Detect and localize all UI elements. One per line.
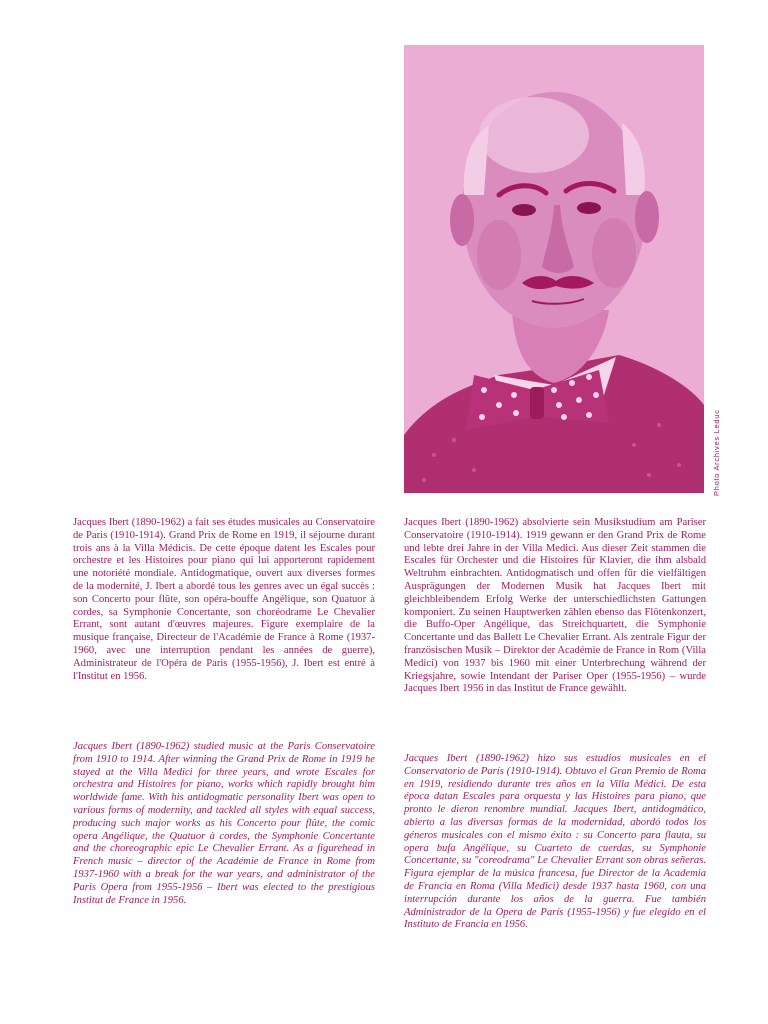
spanish-paragraph-block — [404, 753, 706, 932]
german-paragraph: Jacques Ibert (1890-1962) absolvierte sein Musikstudium am Pariser Conservatoire (1910-1914). 1919 gewann er den Grand Prix de Rome und lebte drei Jahre in der Villa Medici. Aus dieser Zeit stammen die Escales für Orchester und die Histoires für Klavier, die ihm alsbald Weltruhm einbrachten. Antidogmatisch und offen für die vielfältigen Ausprägungen der Modernen Musik hat Jacques Ibert mit gleichbleibendem Erfolg Werke der unterschiedlichsten Gattungen komponiert. Zu seinen Hauptwerken zählen ebenso das Flötenkonzert, die Buffo-Oper Angélique, das Streichquartett, die Symphonie Concertante und das Ballett Le Chevalier Errant. Als zentrale Figur der französischen Musik – Direktor der Académie de France in Rom (Villa Medici) von 1937 bis 1960 mit einer Unterbrechung während der Kriegsjahre, sowie Intendant der Pariser Oper (1955-1956) – wurde Jacques Ibert 1956 in das Institut de France gewählt. — [404, 517, 706, 695]
german-paragraph-block — [404, 517, 706, 696]
english-paragraph: Jacques Ibert (1890-1962) studied music at the Paris Conservatoire from 1910 to 1914. After winning the Grand Prix de Rome in 1919 he stayed at the Villa Medici for three years, and wrote Escales for orchestra and Histoires for piano, works which rapidly brought him worldwide fame. With his antidogmatic personality Ibert was open to various forms of modernity, and tackled all styles with equal success, producing such major works as his Concerto pour flûte, the comic opera Angélique, the Quatuor à cordes, the Symphonie Concertante and the choreographic epic Le Chevalier Errant. As a figurehead in French music – director of the Académie de France in Rome from 1937-1960 with a break for the war years, and administrator of the Paris Opera from 1955-1956 – Ibert was elected to the prestigious Institut de France in 1956. — [73, 741, 375, 906]
spanish-paragraph: Jacques Ibert (1890-1962) hizo sus estudios musicales en el Conservatorio de París (1910-1914). Obtuvo el Gran Premio de Roma en 1919, residiendo durante tres años en la Villa Médici. De esta época datan Escales para orquesta y las Histoires para piano, que pronto le dieron renombre mundial. Jacques Ibert, antidogmático, abierto a las diversas formas de la modernidad, abordó todos los géneros musicales con el mismo éxito : su Concerto para flauta, su opera bufa Angélique, su Cuarteto de cuerdas, su Symphonie Concertante, su "coreodrama" Le Chevalier Errant son obras señeras. Figura ejemplar de la música francesa, fue Director de la Academia de Francia en Roma (Villa Medici) desde 1937 hasta 1960, con una interrupción durante los años de la guerra. Fue también Administrador de la Opera de París (1955-1956) y fue elegido en el Instituto de Francia en 1956. — [404, 753, 706, 931]
english-paragraph-block — [73, 741, 375, 907]
french-paragraph: Jacques Ibert (1890-1962) a fait ses études musicales au Conservatoire de Paris (1910-1914). Grand Prix de Rome en 1919, il séjourne durant trois ans à la Villa Médicis. De cette époque datent les Escales pour orchestre et les Histoires pour piano qui lui apporteront rapidement une notoriété mondiale. Antidogmatique, ouvert aux diverses formes de la modernité, J. Ibert a abordé tous les genres avec un égal succès : son Concerto pour flûte, son opéra-bouffe Angélique, son Quatuor à cordes, sa Symphonie Concertante, son choréodrame Le Chevalier Errant, sont autant d'œuvres majeures. Figure exemplaire de la musique française, Directeur de l'Académie de France à Rome (1937-1960, avec une interruption pendant les années de guerre), Administrateur de l'Opéra de Paris (1955-1956), J. Ibert est entré à l'Institut en 1956. — [73, 517, 375, 682]
photo-credit: Photo Archives Leduc — [712, 409, 721, 496]
portrait-illustration — [404, 45, 704, 493]
portrait-photo — [404, 45, 704, 493]
french-paragraph-block — [73, 517, 375, 683]
